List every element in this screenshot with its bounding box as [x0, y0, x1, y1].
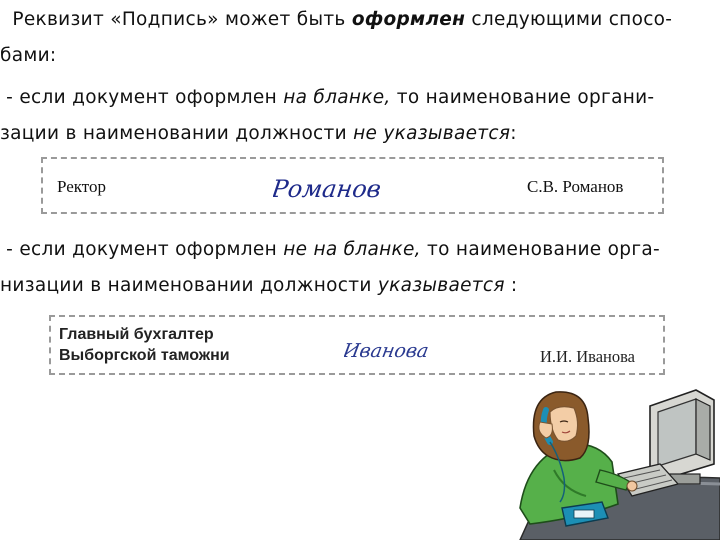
emphasis-oformlen: оформлен	[351, 9, 466, 30]
rule2-line-2: низации в наименовании должности указывается :	[0, 275, 518, 296]
signature-text-ivanova: Иванова	[344, 339, 431, 362]
handwritten-signature-romanov	[273, 167, 393, 211]
signer-position-line-2: Выборгской таможни	[59, 347, 230, 364]
signer-name: С.В. Романов	[527, 177, 624, 196]
rule1-line-2: зации в наименовании должности не указывается:	[0, 123, 517, 144]
intro-line-1: Реквизит «Подпись» может быть оформлен следующими спосо-	[0, 9, 673, 30]
signer-name-2: И.И. Иванова	[540, 347, 635, 366]
signature-text-romanov: Романов	[273, 175, 383, 203]
emphasis-ne-na-blanke: не на бланке,	[283, 239, 421, 260]
signature-example-2	[49, 315, 665, 375]
signer-position: Ректор	[57, 177, 107, 196]
signer-position-line-1: Главный бухгалтер	[59, 326, 214, 343]
intro-line-2: бами:	[0, 45, 57, 66]
rule1-line-1: - если документ оформлен на бланке, то наименование органи-	[0, 87, 655, 108]
signature-example-1	[41, 157, 664, 214]
emphasis-ukazyvaetsya: указывается	[377, 275, 505, 296]
handwritten-signature-ivanova	[344, 335, 444, 369]
rule-on-letterhead	[0, 80, 720, 152]
emphasis-na-blanke: на бланке,	[283, 87, 391, 108]
woman-on-phone-at-computer-icon	[500, 378, 720, 544]
intro-paragraph	[0, 2, 720, 74]
emphasis-ne-ukazyvaetsya: не указывается	[353, 123, 511, 144]
rule2-line-1: - если документ оформлен не на бланке, то наименование орга-	[0, 239, 660, 260]
rule-without-letterhead	[0, 232, 720, 304]
